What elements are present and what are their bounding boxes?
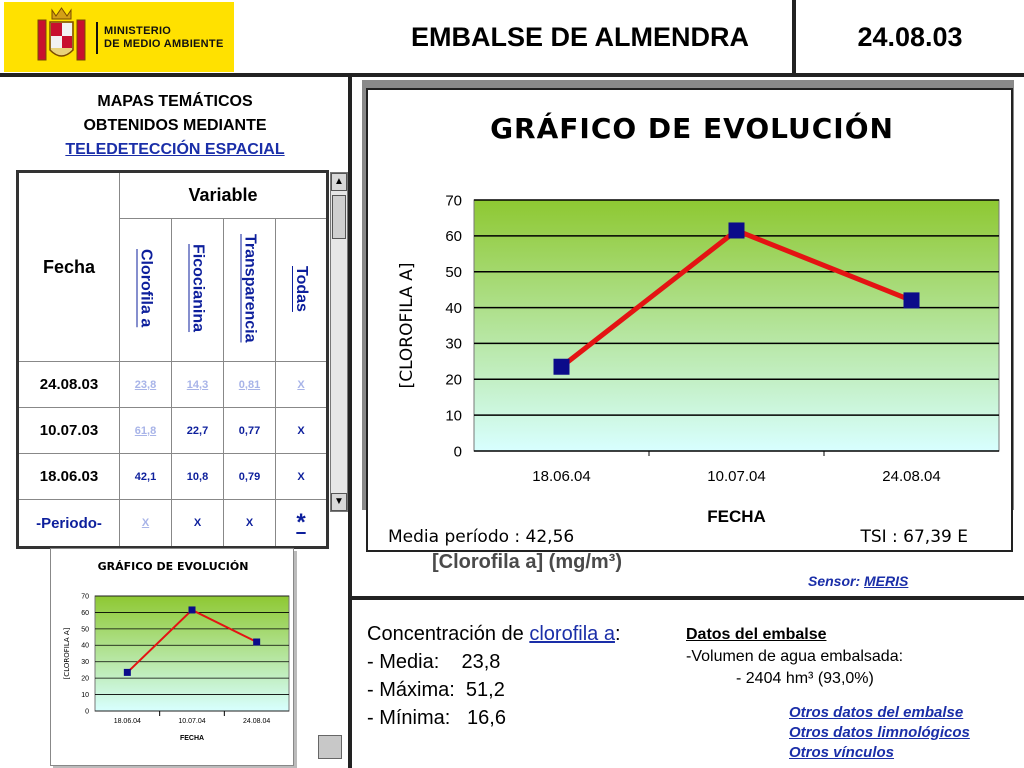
chart-title: GRÁFICO DE EVOLUCIÓN	[490, 112, 894, 145]
period-todas-link[interactable]: *	[276, 500, 328, 548]
y-tick-label: 20	[445, 371, 462, 389]
row-date: 24.08.03	[18, 362, 120, 408]
fecha-header: Fecha	[18, 172, 120, 362]
column-clorofila-label[interactable]: Clorofila a	[137, 249, 155, 328]
reservoir-data	[686, 624, 903, 690]
data-point	[554, 359, 570, 375]
column-todas[interactable]	[276, 219, 328, 362]
table-row	[18, 362, 328, 408]
maps-title	[20, 90, 330, 162]
transparencia-value-link[interactable]: 0,79	[224, 454, 276, 500]
row-date: 10.07.03	[18, 408, 120, 454]
maps-title-line-2: OBTENIDOS MEDIANTE	[83, 117, 267, 134]
chlorophyll-stats	[367, 620, 621, 732]
stats-heading-colon: :	[614, 623, 621, 645]
page-date: 24.08.03	[857, 22, 963, 52]
ficocianina-value-link[interactable]: 14,3	[172, 362, 224, 408]
y-tick-label: 40	[445, 299, 462, 317]
y-tick-label: 10	[445, 407, 462, 425]
vertical-separator	[348, 77, 352, 768]
ministry-line-2: DE MEDIO AMBIENTE	[104, 38, 224, 50]
concentration-label: [Clorofila a] (mg/m³)	[432, 551, 622, 573]
reservoir-heading: Datos del embalse	[686, 626, 827, 643]
column-ficocianina[interactable]	[172, 219, 224, 362]
transparencia-value-link[interactable]: 0,77	[224, 408, 276, 454]
stats-maxima: - Máxima: 51,2	[367, 679, 505, 701]
period-transparencia-link[interactable]: X	[224, 500, 276, 548]
y-axis-label: [CLOROFILA A]	[397, 262, 417, 389]
logo-divider	[96, 22, 98, 54]
y-tick-label: 10	[81, 692, 89, 700]
row-date: 18.06.03	[18, 454, 120, 500]
y-tick-label: 70	[445, 192, 462, 210]
transparencia-value-link[interactable]: 0,81	[224, 362, 276, 408]
data-point	[729, 222, 745, 238]
period-label: -Periodo-	[18, 500, 120, 548]
x-tick-label: 24.08.04	[882, 468, 941, 485]
evolution-chart	[366, 88, 1013, 552]
stats-heading	[367, 620, 621, 648]
x-tick-label: 18.06.04	[532, 468, 591, 485]
reservoir-volume-label: -Volumen de agua embalsada:	[686, 648, 904, 665]
data-point	[189, 606, 196, 613]
table-row	[18, 454, 328, 500]
y-tick-label: 0	[85, 708, 89, 716]
sensor-label: Sensor:	[808, 573, 861, 589]
ficocianina-value-link[interactable]: 10,8	[172, 454, 224, 500]
mini-chart-thumbnail[interactable]	[50, 548, 294, 766]
y-tick-label: 60	[81, 609, 89, 617]
x-axis-label: FECHA	[707, 507, 766, 526]
clorofila-value-link[interactable]: 42,1	[120, 454, 172, 500]
stats-minima: - Mínima: 16,6	[367, 707, 506, 729]
todas-value-link[interactable]: X	[276, 408, 328, 454]
reservoir-volume-value: - 2404 hm³ (93,0%)	[736, 670, 874, 687]
y-tick-label: 0	[453, 443, 462, 461]
other-links	[789, 703, 970, 763]
todas-value-link[interactable]: X	[276, 454, 328, 500]
stats-heading-text: Concentración de	[367, 623, 524, 645]
header-separator	[792, 0, 796, 76]
y-tick-label: 50	[81, 626, 89, 634]
link-other-links[interactable]: Otros vínculos	[789, 744, 895, 761]
clorofila-link[interactable]: clorofila a	[529, 623, 615, 645]
x-tick-label: 10.07.04	[178, 718, 206, 725]
ministry-logo	[4, 2, 234, 72]
x-axis-label: FECHA	[179, 735, 205, 742]
header-rule	[0, 73, 1024, 77]
clorofila-value-link[interactable]: 61,8	[120, 408, 172, 454]
y-tick-label: 30	[81, 659, 89, 667]
mean-annotation: Media período : 42,56	[388, 527, 575, 547]
evolution-chart-svg	[368, 90, 1015, 554]
column-transparencia-label[interactable]: Transparencia	[241, 234, 259, 343]
data-point	[124, 669, 131, 676]
x-tick-label: 10.07.04	[707, 468, 766, 485]
scroll-up-arrow-icon[interactable]: ▲	[331, 173, 347, 191]
y-tick-label: 50	[445, 263, 462, 281]
horizontal-separator	[352, 596, 1024, 600]
period-clorofila-link[interactable]: X	[120, 500, 172, 548]
ministry-line-1: MINISTERIO	[104, 25, 172, 37]
link-other-reservoir-data[interactable]: Otros datos del embalse	[789, 704, 964, 721]
scroll-thumb[interactable]	[332, 195, 346, 239]
tsi-annotation: TSI : 67,39 E	[860, 527, 968, 547]
variables-table	[16, 170, 329, 549]
data-point	[253, 639, 260, 646]
data-point	[904, 292, 920, 308]
column-ficocianina-label[interactable]: Ficocianina	[189, 244, 207, 333]
period-row	[18, 500, 328, 548]
column-transparencia[interactable]	[224, 219, 276, 362]
table-scrollbar[interactable]	[330, 172, 348, 512]
column-todas-label[interactable]: Todas	[293, 265, 310, 312]
remote-sensing-link[interactable]: TELEDETECCIÓN ESPACIAL	[65, 141, 285, 158]
stats-media: - Media: 23,8	[367, 651, 501, 673]
variable-header: Variable	[120, 172, 328, 219]
x-tick-label: 24.08.04	[243, 718, 271, 725]
ficocianina-value-link[interactable]: 22,7	[172, 408, 224, 454]
chart-title: GRÁFICO DE EVOLUCIÓN	[97, 560, 249, 573]
y-tick-label: 20	[81, 675, 89, 683]
mini-chart[interactable]	[51, 549, 295, 767]
y-tick-label: 40	[81, 642, 89, 650]
link-other-limnological-data[interactable]: Otros datos limnológicos	[789, 724, 970, 741]
nav-button[interactable]	[318, 735, 342, 759]
scroll-down-arrow-icon[interactable]: ▼	[331, 493, 347, 511]
period-ficocianina-link[interactable]: X	[172, 500, 224, 548]
todas-value-link[interactable]: X	[276, 362, 328, 408]
clorofila-value-link[interactable]: 23,8	[120, 362, 172, 408]
column-clorofila[interactable]	[120, 219, 172, 362]
ministry-name	[104, 25, 224, 51]
table-row	[18, 408, 328, 454]
sensor-info	[808, 573, 908, 589]
x-tick-label: 18.06.04	[113, 718, 141, 725]
maps-title-line-1: MAPAS TEMÁTICOS	[97, 93, 253, 110]
y-tick-label: 60	[445, 228, 462, 246]
page-title: EMBALSE DE ALMENDRA	[410, 22, 749, 52]
coat-of-arms-icon	[34, 6, 89, 68]
y-tick-label: 30	[445, 335, 462, 353]
sensor-link[interactable]: MERIS	[864, 573, 909, 589]
y-tick-label: 70	[81, 593, 89, 601]
y-axis-label: [CLOROFILA A]	[63, 627, 71, 680]
